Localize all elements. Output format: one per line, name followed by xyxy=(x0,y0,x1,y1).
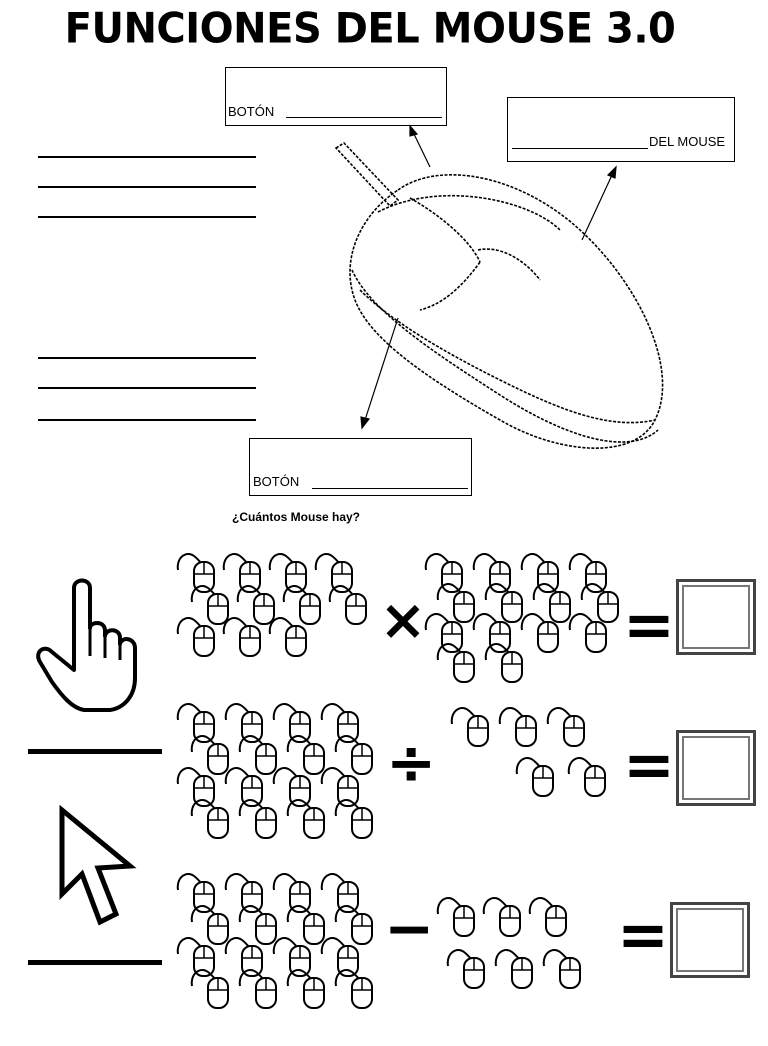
top-button-label: BOTÓN xyxy=(228,104,275,119)
mouse-clipart-icon xyxy=(178,704,214,742)
hand-pointer-icon xyxy=(34,578,144,718)
mouse-clipart-icon xyxy=(544,950,580,988)
divide-operator: ÷ xyxy=(386,728,437,798)
answer-box-3[interactable] xyxy=(670,902,750,978)
mouse-clipart-icon xyxy=(569,758,605,796)
mouse-group xyxy=(176,698,418,876)
mouse-clipart-icon xyxy=(484,898,520,936)
mouse-clipart-icon xyxy=(316,554,352,592)
mouse-clipart-icon xyxy=(322,704,358,742)
mouse-clipart-icon xyxy=(274,874,310,912)
mouse-clipart-icon xyxy=(474,554,510,592)
mouse-clipart-icon xyxy=(226,704,262,742)
mouse-clipart-icon xyxy=(322,938,358,976)
mouse-clipart-icon xyxy=(178,618,214,656)
mouse-clipart-icon xyxy=(452,708,488,746)
mouse-clipart-icon xyxy=(570,554,606,592)
mouse-clipart-icon xyxy=(178,554,214,592)
bottom-button-label: BOTÓN xyxy=(253,474,300,489)
mouse-group xyxy=(176,548,410,694)
mouse-clipart-icon xyxy=(224,618,260,656)
mouse-clipart-icon xyxy=(500,708,536,746)
mouse-clipart-icon xyxy=(226,938,262,976)
mouse-clipart-icon xyxy=(426,554,462,592)
mouse-clipart-icon xyxy=(496,950,532,988)
mouse-clipart-icon xyxy=(274,938,310,976)
mouse-clipart-icon xyxy=(548,708,584,746)
scroll-label: DEL MOUSE xyxy=(649,134,726,149)
mouse-clipart-icon xyxy=(270,618,306,656)
answer-box-2[interactable] xyxy=(676,730,756,806)
mouse-clipart-icon xyxy=(517,758,553,796)
mouse-clipart-icon xyxy=(178,938,214,976)
arrow-cursor-icon xyxy=(58,806,138,931)
subtract-operator: − xyxy=(384,894,435,964)
equals-sign-2: = xyxy=(623,728,675,801)
name-line-1[interactable] xyxy=(28,749,162,754)
mouse-group xyxy=(176,868,418,1046)
mouse-clipart-icon xyxy=(322,768,358,806)
mouse-clipart-icon xyxy=(274,768,310,806)
mouse-clipart-icon xyxy=(224,554,260,592)
mouse-clipart-icon xyxy=(522,554,558,592)
question-text: ¿Cuántos Mouse hay? xyxy=(232,510,361,524)
name-line-2[interactable] xyxy=(28,960,162,965)
equals-sign-3: = xyxy=(617,898,669,971)
worksheet-title: FUNCIONES DEL MOUSE 3.0 xyxy=(64,4,676,54)
mouse-clipart-icon xyxy=(178,768,214,806)
mouse-clipart-icon xyxy=(270,554,306,592)
mouse-clipart-icon xyxy=(178,874,214,912)
mouse-clipart-icon xyxy=(226,874,262,912)
multiply-operator: × xyxy=(379,588,427,653)
mouse-diagram xyxy=(0,0,768,520)
mouse-clipart-icon xyxy=(274,704,310,742)
mouse-group xyxy=(446,944,640,1024)
mouse-clipart-icon xyxy=(226,768,262,806)
equals-sign-1: = xyxy=(623,588,675,661)
answer-box-1[interactable] xyxy=(676,579,756,655)
mouse-clipart-icon xyxy=(438,898,474,936)
mouse-clipart-icon xyxy=(448,950,484,988)
mouse-clipart-icon xyxy=(322,874,358,912)
mouse-clipart-icon xyxy=(530,898,566,936)
